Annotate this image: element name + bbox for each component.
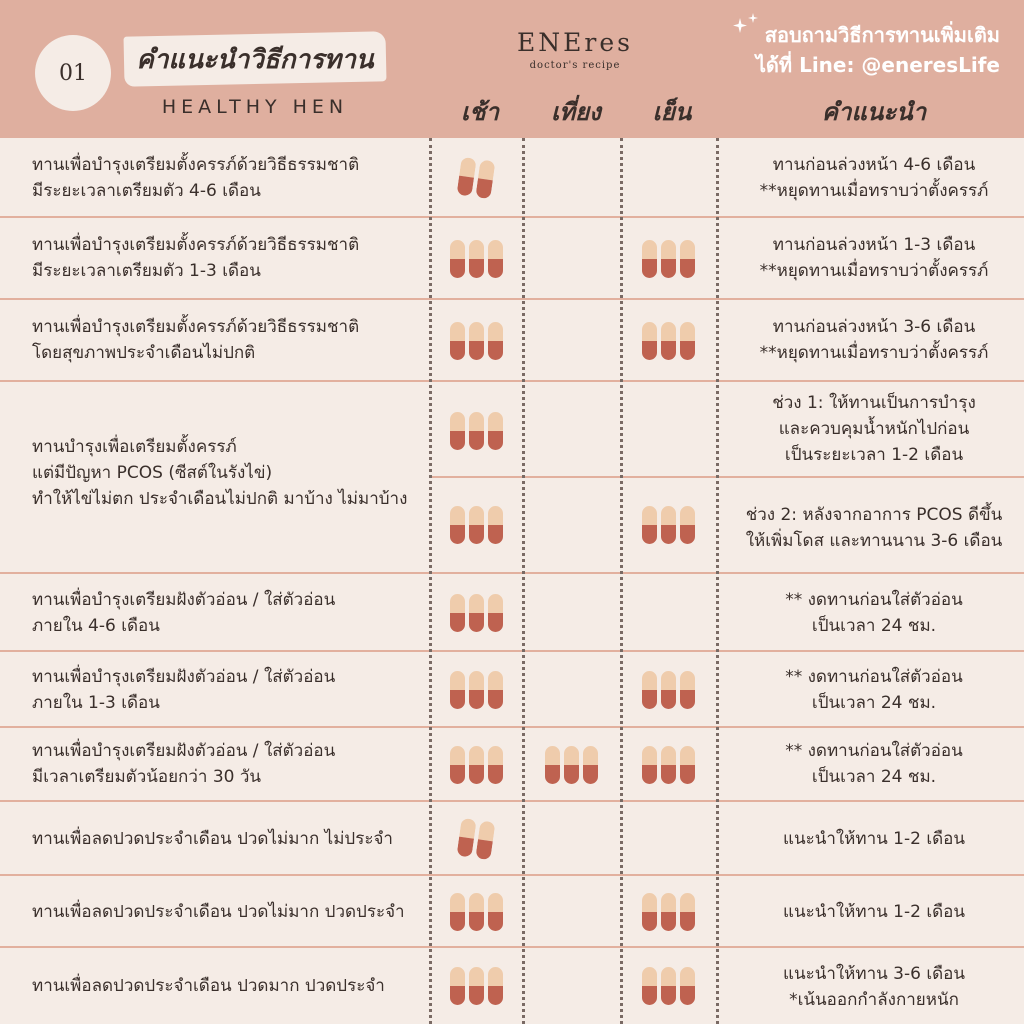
- advice-line: แนะนำให้ทาน 1-2 เดือน: [782, 902, 965, 922]
- table-row: [0, 802, 1024, 876]
- capsule-icon: [661, 322, 676, 360]
- description-line: ทานเพื่อลดปวดประจำเดือน ปวดไม่มาก ไม่ประจำ: [32, 829, 393, 849]
- row-description: [32, 434, 407, 512]
- description-line: ภายใน 1-3 เดือน: [32, 693, 160, 713]
- capsule-icon: [450, 412, 465, 450]
- description-line: แต่มีปัญหา PCOS (ซีสต์ในรังไข่): [32, 463, 273, 483]
- advice-line: ทานก่อนล่วงหน้า 4-6 เดือน: [772, 155, 976, 175]
- advice-line: แนะนำให้ทาน 3-6 เดือน: [782, 964, 965, 984]
- table-row: [0, 574, 1024, 652]
- row-advice: [724, 961, 1024, 1013]
- table-row: [0, 652, 1024, 728]
- capsule-icon: [642, 967, 657, 1005]
- table-row: [0, 876, 1024, 948]
- column-header-advice: คำแนะนำ: [821, 98, 927, 126]
- row-description: [32, 587, 335, 639]
- advice-line: ช่วง 1: ให้ทานเป็นการบำรุง: [772, 393, 976, 413]
- row-description: [32, 664, 335, 716]
- pill-group-evening: [642, 967, 695, 1005]
- row-advice: [724, 587, 1024, 639]
- pill-group-evening: [642, 746, 695, 784]
- capsule-icon: [661, 746, 676, 784]
- description-line: ภายใน 4-6 เดือน: [32, 616, 160, 636]
- column-header-noon: เที่ยง: [551, 98, 601, 126]
- description-line: มีเวลาเตรียมตัวน้อยกว่า 30 วัน: [32, 767, 262, 787]
- capsule-icon: [450, 671, 465, 709]
- capsule-icon: [469, 412, 484, 450]
- pill-group-evening: [642, 671, 695, 709]
- contact-line-2: ได้ที่ Line: @eneresLife: [755, 53, 1000, 77]
- capsule-icon: [680, 893, 695, 931]
- capsule-icon: [450, 746, 465, 784]
- pill-group-morning: [450, 322, 503, 360]
- column-divider: [620, 138, 623, 1024]
- pill-group-evening: [642, 240, 695, 278]
- row-description: [32, 973, 385, 999]
- capsule-icon: [642, 893, 657, 931]
- table-row: [0, 218, 1024, 300]
- pill-group-morning: [450, 594, 503, 632]
- capsule-icon: [450, 322, 465, 360]
- row-description: [32, 152, 359, 204]
- advice-line: เป็นเวลา 24 ชม.: [811, 693, 937, 713]
- pill-group-noon: [545, 746, 598, 784]
- pill-group-evening: [642, 506, 695, 544]
- capsule-icon: [488, 412, 503, 450]
- capsule-icon: [642, 746, 657, 784]
- capsule-icon: [488, 893, 503, 931]
- description-line: มีระยะเวลาเตรียมตัว 4-6 เดือน: [32, 181, 261, 201]
- capsule-icon: [680, 240, 695, 278]
- advice-line: ** งดทานก่อนใส่ตัวอ่อน: [785, 667, 963, 687]
- contact-info: [730, 20, 1000, 80]
- capsule-icon: [661, 240, 676, 278]
- description-line: ทานเพื่อบำรุงเตรียมฝังตัวอ่อน / ใส่ตัวอ่อน: [32, 667, 336, 687]
- row-advice-phase-2: [724, 502, 1024, 554]
- description-line: ทานเพื่อบำรุงเตรียมฝังตัวอ่อน / ใส่ตัวอ่อน: [32, 741, 336, 761]
- description-line: โดยสุขภาพประจำเดือนไม่ปกติ: [32, 343, 256, 363]
- description-line: ทานเพื่อบำรุงเตรียมตั้งครรภ์ด้วยวิธีธรรมชาติ: [32, 155, 360, 175]
- capsule-icon: [583, 746, 598, 784]
- capsule-icon: [642, 322, 657, 360]
- description-line: ทานบำรุงเพื่อเตรียมตั้งครรภ์: [32, 437, 237, 457]
- column-header-morning: เช้า: [461, 98, 499, 126]
- row-advice: [724, 152, 1024, 204]
- advice-line: **หยุดทานเมื่อทราบว่าตั้งครรภ์: [759, 261, 989, 281]
- capsule-icon: [450, 506, 465, 544]
- column-divider: [716, 138, 719, 1024]
- phase-divider: [430, 476, 1024, 478]
- advice-line: เป็นเวลา 24 ชม.: [811, 767, 937, 787]
- row-advice: [724, 664, 1024, 716]
- description-line: ทานเพื่อลดปวดประจำเดือน ปวดมาก ปวดประจำ: [32, 976, 385, 996]
- row-description: [32, 232, 359, 284]
- advice-line: แนะนำให้ทาน 1-2 เดือน: [782, 829, 965, 849]
- advice-line: ทานก่อนล่วงหน้า 1-3 เดือน: [772, 235, 976, 255]
- brand-logo: ENEres: [517, 28, 633, 57]
- table-row: [0, 300, 1024, 382]
- capsule-icon: [450, 893, 465, 931]
- description-line: ทานเพื่อลดปวดประจำเดือน ปวดไม่มาก ปวดประจำ: [32, 902, 405, 922]
- capsule-icon: [680, 671, 695, 709]
- description-line: ทานเพื่อบำรุงเตรียมฝังตัวอ่อน / ใส่ตัวอ่อน: [32, 590, 336, 610]
- advice-line: ให้เพิ่มโดส และทานนาน 3-6 เดือน: [745, 531, 1003, 551]
- row-description: [32, 899, 405, 925]
- capsule-icon: [680, 322, 695, 360]
- advice-line: **หยุดทานเมื่อทราบว่าตั้งครรภ์: [759, 343, 989, 363]
- description-line: มีระยะเวลาเตรียมตัว 1-3 เดือน: [32, 261, 261, 281]
- row-advice: [724, 899, 1024, 925]
- table-row: [0, 138, 1024, 218]
- advice-line: ** งดทานก่อนใส่ตัวอ่อน: [785, 590, 963, 610]
- capsule-icon: [469, 893, 484, 931]
- capsule-icon: [488, 240, 503, 278]
- row-advice: [724, 232, 1024, 284]
- header-bar: [0, 0, 1024, 138]
- capsule-icon: [469, 506, 484, 544]
- advice-line: เป็นเวลา 24 ชม.: [811, 616, 937, 636]
- pill-group-morning: [450, 506, 503, 544]
- pill-group-morning: [450, 746, 503, 784]
- pill-group-morning: [457, 157, 496, 199]
- page-title: คำแนะนำวิธีการทาน: [136, 45, 374, 75]
- description-line: ทานเพื่อบำรุงเตรียมตั้งครรภ์ด้วยวิธีธรรมชาติ: [32, 317, 360, 337]
- capsule-icon: [661, 967, 676, 1005]
- capsule-icon: [661, 893, 676, 931]
- capsule-icon: [469, 594, 484, 632]
- section-number: 01: [59, 60, 87, 86]
- description-line: ทำให้ไข่ไม่ตก ประจำเดือนไม่ปกติ มาบ้าง ไม่มาบ้าง: [32, 489, 408, 509]
- capsule-icon: [450, 240, 465, 278]
- capsule-icon: [488, 967, 503, 1005]
- capsule-icon: [450, 967, 465, 1005]
- pill-group-evening: [642, 322, 695, 360]
- pill-group-morning: [457, 818, 496, 860]
- capsule-icon: [642, 506, 657, 544]
- pill-group-morning: [450, 967, 503, 1005]
- advice-line: *เน้นออกกำลังกายหนัก: [789, 990, 959, 1010]
- capsule-icon: [488, 322, 503, 360]
- capsule-icon: [564, 746, 579, 784]
- pill-group-morning: [450, 671, 503, 709]
- row-advice-phase-1: [724, 390, 1024, 468]
- pill-group-morning: [450, 240, 503, 278]
- capsule-icon: [680, 746, 695, 784]
- advice-line: ช่วง 2: หลังจากอาการ PCOS ดีขึ้น: [745, 505, 1003, 525]
- capsule-icon: [488, 746, 503, 784]
- row-description: [32, 738, 335, 790]
- advice-line: เป็นระยะเวลา 1-2 เดือน: [784, 445, 964, 465]
- capsule-icon: [469, 322, 484, 360]
- table-row: [0, 728, 1024, 802]
- row-advice: [724, 826, 1024, 852]
- column-divider: [522, 138, 525, 1024]
- advice-line: และควบคุมน้ำหนักไปก่อน: [778, 419, 970, 439]
- capsule-icon: [680, 967, 695, 1005]
- brand-tagline: doctor's recipe: [529, 60, 621, 71]
- column-divider: [429, 138, 432, 1024]
- row-description: [32, 314, 359, 366]
- row-description: [32, 826, 393, 852]
- capsule-icon: [488, 594, 503, 632]
- pill-group-evening: [642, 893, 695, 931]
- section-number-badge: [35, 35, 111, 111]
- table-row: [0, 948, 1024, 1024]
- capsule-icon: [661, 506, 676, 544]
- capsule-icon: [469, 746, 484, 784]
- column-header-evening: เย็น: [652, 98, 692, 126]
- table-row: [0, 382, 1024, 574]
- capsule-icon: [661, 671, 676, 709]
- capsule-icon: [469, 240, 484, 278]
- row-advice: [724, 738, 1024, 790]
- capsule-icon: [642, 240, 657, 278]
- advice-line: ** งดทานก่อนใส่ตัวอ่อน: [785, 741, 963, 761]
- capsule-icon: [488, 506, 503, 544]
- pill-group-morning: [450, 412, 503, 450]
- description-line: ทานเพื่อบำรุงเตรียมตั้งครรภ์ด้วยวิธีธรรมชาติ: [32, 235, 360, 255]
- capsule-icon: [469, 967, 484, 1005]
- row-advice: [724, 314, 1024, 366]
- capsule-icon: [680, 506, 695, 544]
- capsule-icon: [469, 671, 484, 709]
- capsule-icon: [545, 746, 560, 784]
- capsule-icon: [488, 671, 503, 709]
- page-subtitle: HEALTHY HEN: [161, 96, 349, 118]
- advice-line: ทานก่อนล่วงหน้า 3-6 เดือน: [772, 317, 976, 337]
- advice-line: **หยุดทานเมื่อทราบว่าตั้งครรภ์: [759, 181, 989, 201]
- capsule-icon: [450, 594, 465, 632]
- capsule-icon: [642, 671, 657, 709]
- contact-line-1: สอบถามวิธีการทานเพิ่มเติม: [764, 23, 1000, 47]
- pill-group-morning: [450, 893, 503, 931]
